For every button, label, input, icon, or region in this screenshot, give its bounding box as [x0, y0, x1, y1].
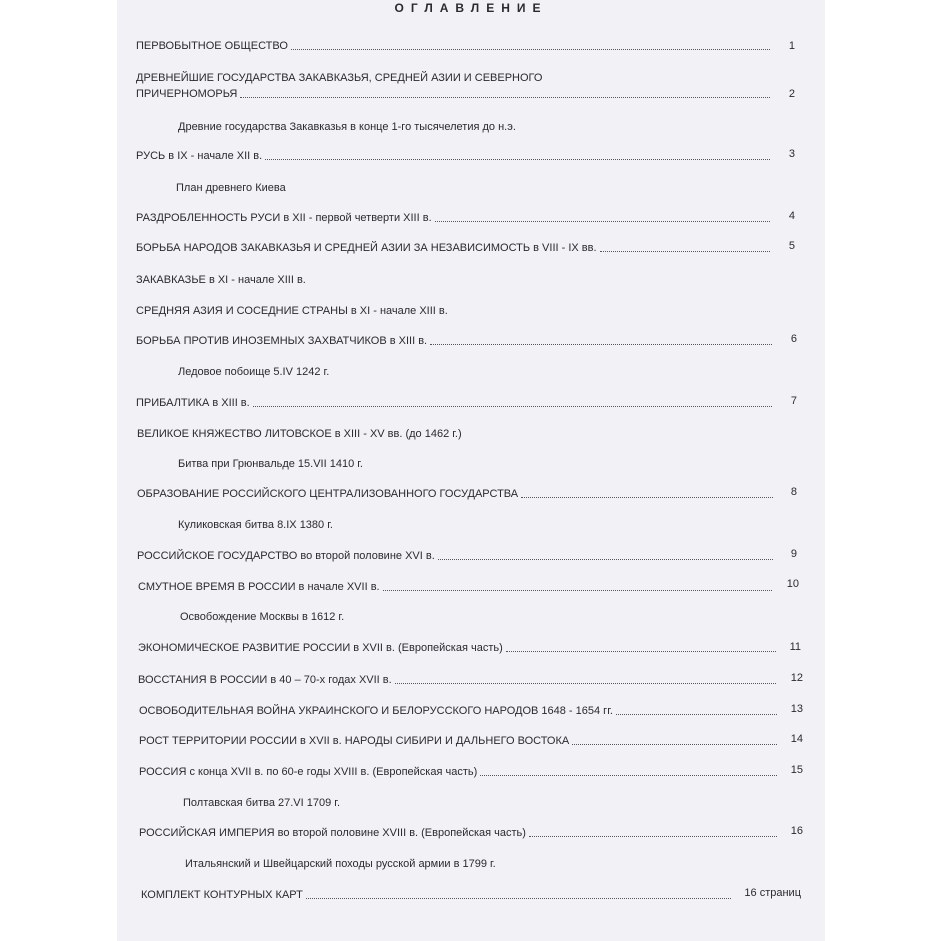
toc-page-number: 7: [790, 395, 797, 407]
toc-entry-text: ВЕЛИКОЕ КНЯЖЕСТВО ЛИТОВСКОЕ в XIII - XV вв. (до 1462 г.): [137, 428, 462, 440]
toc-entry: [136, 70, 776, 102]
toc-entry-text: ПРИБАЛТИКА в XIII в.: [136, 397, 250, 409]
dot-leader: [529, 835, 777, 837]
toc-entry: [136, 38, 776, 54]
toc-subentry: Куликовская битва 8.IX 1380 г.: [178, 519, 333, 531]
toc-entry-text: СМУТНОЕ ВРЕМЯ В РОССИИ в начале XVII в.: [138, 581, 380, 593]
toc-entry-text: КОМПЛЕКТ КОНТУРНЫХ КАРТ: [141, 889, 303, 901]
toc-entry: [136, 395, 778, 411]
toc-entry: [141, 887, 737, 903]
toc-page-number: 8: [790, 486, 797, 498]
toc-entry: [137, 548, 779, 564]
toc-entry: [136, 303, 776, 319]
toc-entry: [136, 333, 778, 349]
toc-entry: [136, 272, 776, 288]
toc-page-number: 6: [790, 333, 797, 345]
toc-entry-text: РОССИЯ с конца XVII в. по 60-е годы XVIII в. (Европейская часть): [139, 766, 478, 778]
dot-leader: [616, 713, 777, 715]
toc-page-number: 16: [790, 825, 803, 837]
dot-leader: [265, 158, 770, 160]
toc-entry-text: РАЗДРОБЛЕННОСТЬ РУСИ в XII - первой четверти XIII в.: [136, 212, 432, 224]
toc-page-number: 9: [790, 548, 797, 560]
toc-entry: [139, 764, 783, 780]
toc-subentry: Итальянский и Швейцарский походы русской армии в 1799 г.: [185, 858, 496, 870]
toc-entry-text: ВОССТАНИЯ В РОССИИ в 40 – 70-х годах XVII в.: [138, 674, 392, 686]
toc-subentry: Освобождение Москвы в 1612 г.: [180, 611, 345, 623]
toc-entry-text: РОСТ ТЕРРИТОРИИ РОССИИ в XVII в. НАРОДЫ СИБИРИ И ДАЛЬНЕГО ВОСТОКА: [139, 735, 570, 747]
page-title: ОГЛАВЛЕНИЕ: [394, 1, 548, 15]
toc-page-number: 10: [786, 578, 799, 590]
toc-page-number: 4: [788, 210, 795, 222]
toc-entry: [139, 703, 783, 719]
toc-entry-text: ПРИЧЕРНОМОРЬЯ: [136, 88, 238, 100]
dot-leader: [291, 48, 770, 50]
dot-leader: [521, 496, 773, 498]
toc-entry-text: БОРЬБА ПРОТИВ ИНОЗЕМНЫХ ЗАХВАТЧИКОВ в XIII в.: [136, 335, 428, 347]
toc-entry-text: ЗАКАВКАЗЬЕ в XI - начале XIII в.: [136, 274, 306, 286]
toc-subentry: План древнего Киева: [176, 182, 286, 194]
toc-entry-text: БОРЬБА НАРОДОВ ЗАКАВКАЗЬЯ И СРЕДНЕЙ АЗИИ ЗА НЕЗАВИСИМОСТЬ в VIII - IX вв.: [136, 242, 597, 254]
toc-entry: [136, 148, 776, 164]
toc-entry-text: ПЕРВОБЫТНОЕ ОБЩЕСТВО: [136, 40, 288, 52]
toc-entry-text-line1: ДРЕВНЕЙШИЕ ГОСУДАРСТВА ЗАКАВКАЗЬЯ, СРЕДНЕЙ АЗИИ И СЕВЕРНОГО: [136, 72, 543, 84]
dot-leader: [572, 743, 777, 745]
dot-leader: [430, 343, 772, 345]
toc-entry: [139, 825, 783, 841]
toc-entry-text: ОСВОБОДИТЕЛЬНАЯ ВОЙНА УКРАИНСКОГО И БЕЛОРУССКОГО НАРОДОВ 1648 - 1654 гг.: [139, 705, 613, 717]
toc-page-number: 1: [788, 40, 795, 52]
toc-page-number: 13: [790, 703, 803, 715]
toc-entry-text: РОССИЙСКОЕ ГОСУДАРСТВО во второй половине XVI в.: [137, 550, 435, 562]
toc-entry: [138, 672, 782, 688]
toc-entry: [136, 210, 776, 226]
toc-entry: [137, 426, 777, 442]
dot-leader: [435, 220, 770, 222]
toc-page-number: 16 страниц: [744, 887, 801, 899]
dot-leader: [253, 405, 772, 407]
toc-page-number: 11: [789, 641, 801, 653]
dot-leader: [383, 589, 772, 591]
toc-entry-text: ЭКОНОМИЧЕСКОЕ РАЗВИТИЕ РОССИИ в XVII в. (Европейская часть): [138, 642, 503, 654]
toc-entry: [137, 486, 779, 502]
toc-page-number: 3: [788, 148, 795, 160]
dot-leader: [395, 682, 776, 684]
dot-leader: [438, 558, 773, 560]
toc-page-number: 5: [788, 240, 795, 252]
toc-subentry: Полтавская битва 27.VI 1709 г.: [183, 797, 341, 809]
toc-entry-text: РОССИЙСКАЯ ИМПЕРИЯ во второй половине XVIII в. (Европейская часть): [139, 827, 526, 839]
dot-leader: [306, 897, 731, 899]
toc-subentry: Битва при Грюнвальде 15.VII 1410 г.: [178, 458, 363, 470]
document-page: [117, 0, 825, 941]
toc-entry: [139, 733, 783, 749]
toc-subentry: Древние государства Закавказья в конце 1-го тысячелетия до н.э.: [178, 121, 516, 133]
dot-leader: [240, 96, 770, 98]
toc-page-number: 14: [790, 733, 803, 745]
dot-leader: [506, 650, 776, 652]
toc-subentry: Ледовое побоище 5.IV 1242 г.: [178, 366, 330, 378]
toc-entry-text: РУСЬ в IX - начале XII в.: [136, 150, 263, 162]
toc-page-number: 12: [790, 672, 803, 684]
toc-entry-text: СРЕДНЯЯ АЗИЯ И СОСЕДНИЕ СТРАНЫ в XI - начале XIII в.: [136, 305, 448, 317]
dot-leader: [600, 250, 770, 252]
toc-entry: [136, 240, 776, 256]
toc-entry: [138, 640, 782, 656]
toc-page-number: 2: [788, 88, 795, 100]
dot-leader: [480, 774, 777, 776]
toc-page-number: 15: [790, 764, 803, 776]
toc-entry: [138, 579, 778, 595]
toc-entry-text: ОБРАЗОВАНИЕ РОССИЙСКОГО ЦЕНТРАЛИЗОВАННОГО ГОСУДАРСТВА: [137, 488, 519, 500]
